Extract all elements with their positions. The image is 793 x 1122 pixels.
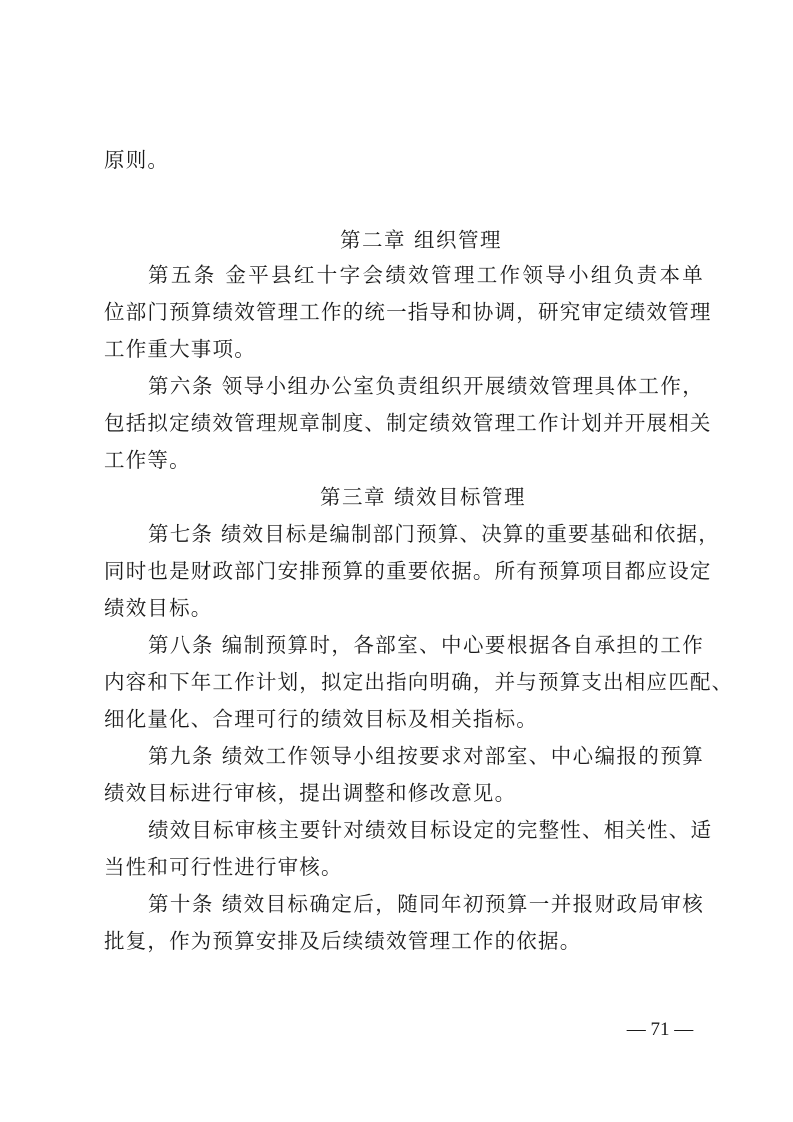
paragraph-line: 工作重大事项。 <box>104 337 256 361</box>
paragraph-line: 位部门预算绩效管理工作的统一指导和协调，研究审定绩效管理 <box>104 300 712 324</box>
paragraph-line: 当性和可行性进行审核。 <box>104 855 343 879</box>
paragraph-line: 第六条 领导小组办公室负责组织开展绩效管理具体工作， <box>148 374 704 398</box>
paragraph-line: 细化量化、合理可行的绩效目标及相关指标。 <box>104 707 538 731</box>
paragraph-line: 原则。 <box>104 148 170 172</box>
paragraph-line: 绩效目标进行审核，提出调整和修改意见。 <box>104 781 517 805</box>
paragraph-line: 第五条 金平县红十字会绩效管理工作领导小组负责本单 <box>148 263 704 287</box>
page-number: — 71 — <box>626 1019 694 1040</box>
paragraph-line: 包括拟定绩效管理规章制度、制定绩效管理工作计划并开展相关 <box>104 411 712 435</box>
paragraph-line: 绩效目标。 <box>104 596 213 620</box>
paragraph-line: 第八条 编制预算时，各部室、中心要根据各自承担的工作 <box>148 633 704 657</box>
paragraph-line: 绩效目标审核主要针对绩效目标设定的完整性、相关性、适 <box>148 818 713 842</box>
chapter-heading: 第二章 组织管理 <box>340 228 503 252</box>
paragraph-line: 工作等。 <box>104 448 191 472</box>
paragraph-line: 第七条 绩效目标是编制部门预算、决算的重要基础和依据， <box>148 522 720 546</box>
paragraph-line: 第九条 绩效工作领导小组按要求对部室、中心编报的预算 <box>148 744 704 768</box>
paragraph-line: 内容和下年工作计划，拟定出指向明确，并与预算支出相应匹配、 <box>104 670 734 694</box>
paragraph-line: 同时也是财政部门安排预算的重要依据。所有预算项目都应设定 <box>104 559 712 583</box>
paragraph-line: 第十条 绩效目标确定后，随同年初预算一并报财政局审核 <box>148 892 704 916</box>
chapter-heading: 第三章 绩效目标管理 <box>320 485 527 509</box>
paragraph-line: 批复，作为预算安排及后续绩效管理工作的依据。 <box>104 929 582 953</box>
